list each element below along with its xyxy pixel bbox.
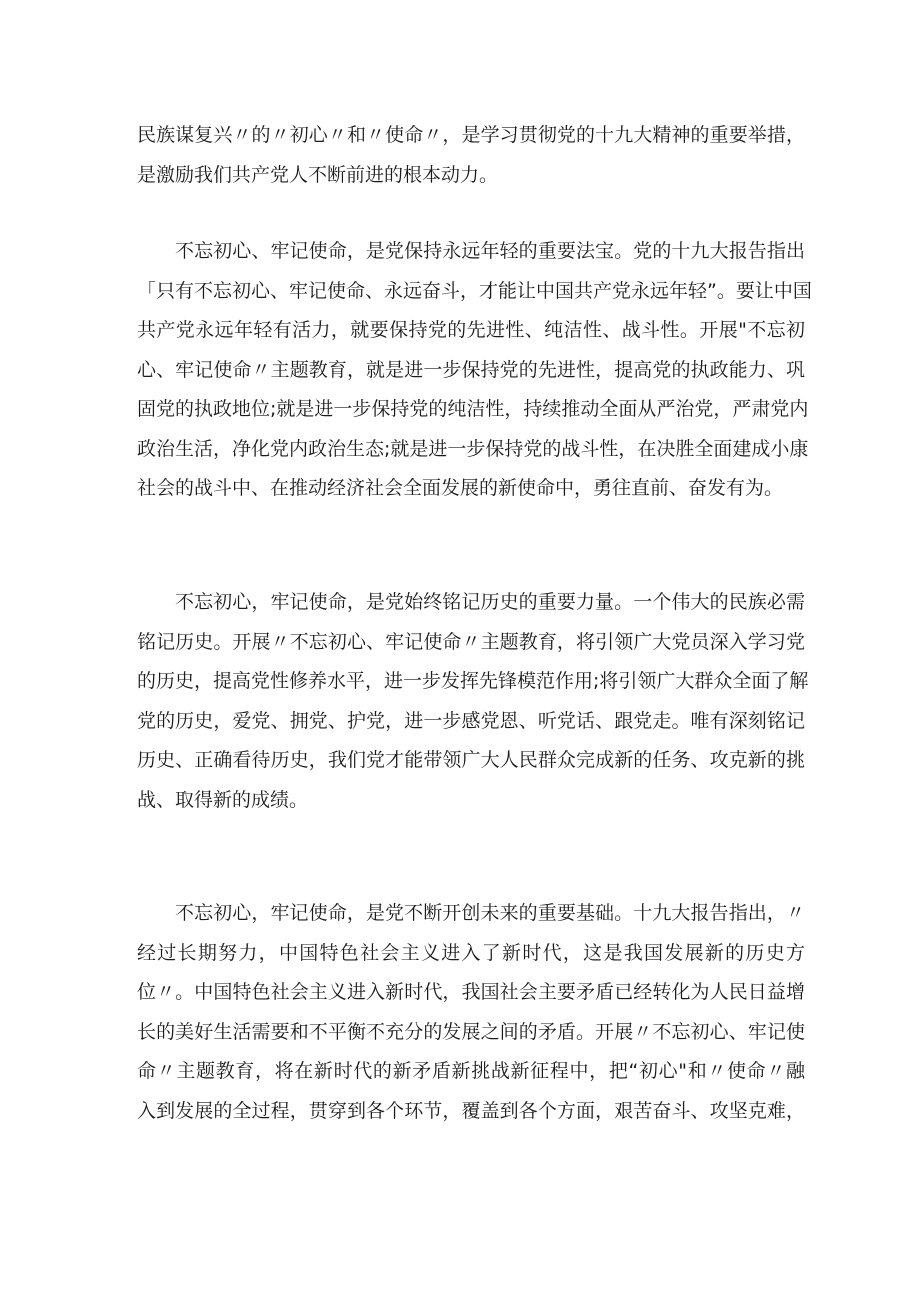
paragraph-line: 的历史，提高党性修养水平，进一步发挥先锋模范作用;将引领广大群众全面了解 xyxy=(137,670,809,692)
paragraph-1 xyxy=(137,116,805,195)
paragraph-line: 不忘初心，牢记使命，是党始终铭记历史的重要力量。一个伟大的民族必需 xyxy=(175,591,805,613)
paragraph-line: 固党的执政地位;就是进一步保持党的纯洁性，持续推动全面从严治党，严肃党内 xyxy=(137,398,809,420)
paragraph-line: 党的历史，爱党、拥党、护党，进一步感党恩、听党话、跟党走。唯有深刻铭记 xyxy=(137,709,805,732)
paragraph-3 xyxy=(137,583,809,820)
paragraph-line: 长的美好生活需要和不平衡不充分的发展之间的矛盾。开展〃不忘初心、牢记使 xyxy=(137,1020,805,1043)
paragraph-line: 政治生活，净化党内政治生态;就是进一步保持党的战斗性，在决胜全面建成小康 xyxy=(137,437,809,460)
paragraph-line: 铭记历史。开展〃不忘初心、牢记使命〃主题教育，将引领广大党员深入学习党 xyxy=(137,630,805,653)
paragraph-line: 战、取得新的成绩。 xyxy=(137,788,309,811)
paragraph-line: 历史、正确看待历史，我们党才能带领广大人民群众完成新的任务、攻克新的挑 xyxy=(137,749,805,771)
paragraph-line: 是激励我们共产党人不断前进的根本动力。 xyxy=(137,163,499,186)
paragraph-line: 入到发展的全过程，贯穿到各个环节，覆盖到各个方面，艰苦奋斗、攻坚克难， xyxy=(137,1099,805,1122)
paragraph-line: 社会的战斗中、在推动经济社会全面发展的新使命中，勇往直前、奋发有为。 xyxy=(137,477,784,499)
paragraph-line: 民族谋复兴〃的〃初心〃和〃使命〃，是学习贯彻党的十九大精神的重要举措， xyxy=(137,124,805,146)
paragraph-line: 经过长期努力，中国特色社会主义进入了新时代，这是我国发展新的历史方 xyxy=(137,941,805,964)
paragraph-4 xyxy=(137,894,805,1131)
paragraph-line: 位〃。中国特色社会主义进入新时代，我国社会主要矛盾已经转化为人民日益增 xyxy=(137,981,805,1003)
paragraph-2 xyxy=(137,232,812,509)
paragraph-line: 「只有不忘初心、牢记使命、永远奋斗，才能让中国共产党永远年轻”。要让中国 xyxy=(137,279,812,302)
paragraph-line: 命〃主题教育，将在新时代的新矛盾新挑战新征程中，把“初心"和〃使命〃融 xyxy=(137,1060,805,1082)
paragraph-line: 不忘初心、牢记使命，是党保持永远年轻的重要法宝。党的十九大报告指出 xyxy=(175,240,805,262)
paragraph-line: 共产党永远年轻有活力，就要保持党的先进性、纯洁性、战斗性。开展"不忘初 xyxy=(137,319,805,341)
paragraph-line: 心、牢记使命〃主题教育，就是进一步保持党的先进性，提高党的执政能力、巩 xyxy=(137,358,805,381)
paragraph-line: 不忘初心，牢记使命，是党不断开创未来的重要基础。十九大报告指出，〃 xyxy=(175,902,805,924)
